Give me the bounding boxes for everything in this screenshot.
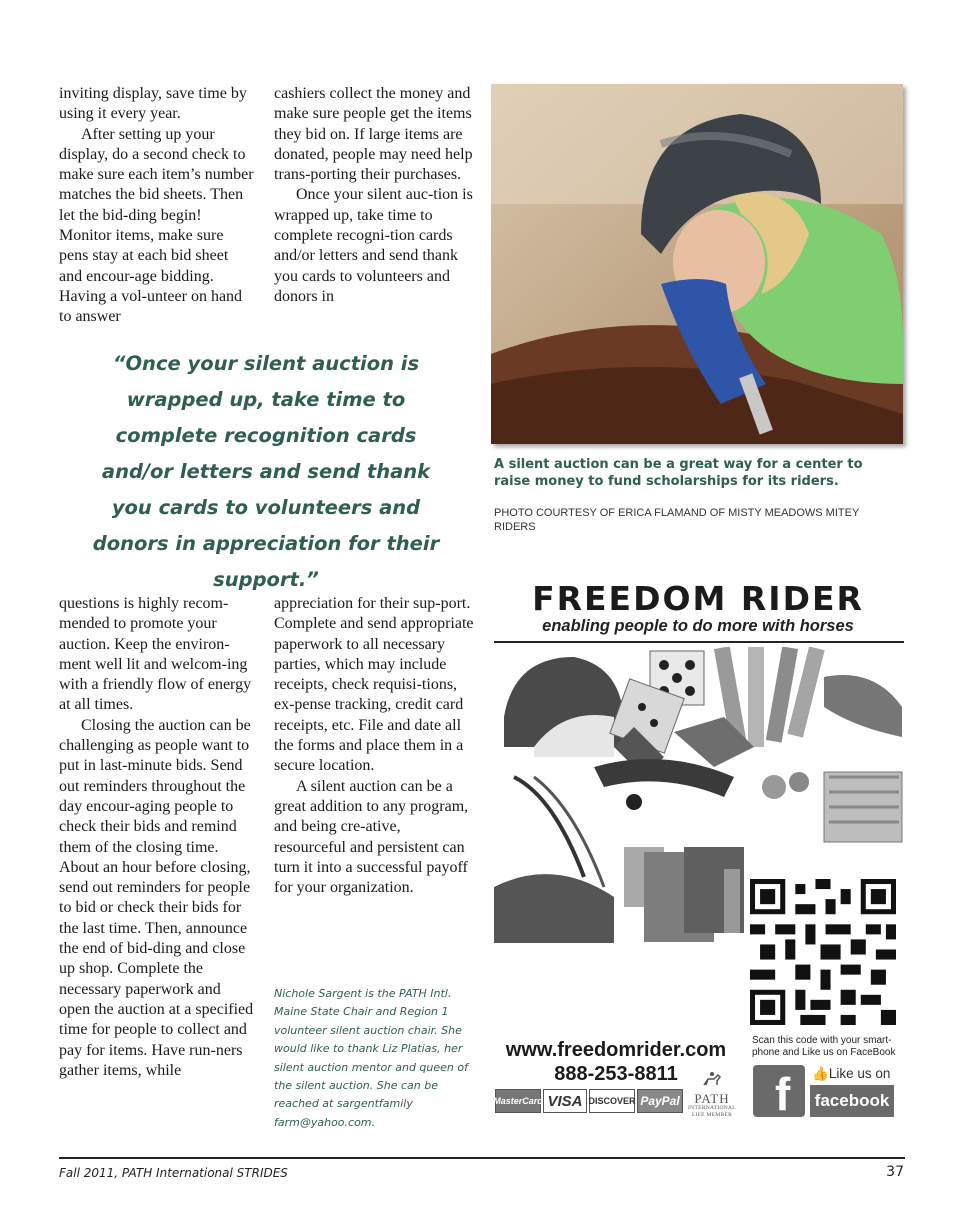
author-bio: Nichole Sargent is the PATH Intl. Maine State Chair and Region 1 volunteer silent auction chair. She would like to thank Liz Platias, her silent auction mentor and queen of the silent auction. She can be reached at sargentfamily farm@yahoo.com. (274, 987, 468, 1129)
paypal-logo: PayPal (637, 1089, 683, 1113)
page-number: 37 (886, 1164, 904, 1180)
path-life-member-logo (688, 1071, 736, 1119)
visa-logo: VISA (543, 1089, 587, 1113)
article-photo (491, 84, 903, 444)
article-column-2-top (274, 84, 474, 307)
paragraph: appreciation for their sup-port. Complete and send appropriate paperwork to all necessary parties, which may include receipts, check requisi-tions, ex-pense tracking, credit card receipts, etc. File and date all the forms and place them in a secure location. (274, 595, 474, 775)
photo-caption: A silent auction can be a great way for a center to raise money to fund scholarships for its riders. (494, 457, 863, 489)
paragraph: A silent auction can be a great addition to any program, and being cre-ative, resourceful and persistent can turn it into a successful payoff for your organization. (274, 777, 469, 897)
footer-publication: Fall 2011, PATH International STRIDES (59, 1166, 288, 1180)
discover-logo: DISCOVER (589, 1089, 635, 1113)
girl-on-horse-image (491, 84, 903, 444)
footer-divider (59, 1157, 905, 1159)
path-logo-subtitle: INTERNATIONAL LIFE MEMBER (688, 1105, 736, 1118)
like-us-label[interactable]: 👍Like us on (812, 1066, 891, 1081)
qr-instructions: Scan this code with your smart-phone and Like us on FaceBook (752, 1035, 896, 1058)
ad-divider (494, 641, 904, 643)
paragraph: cashiers collect the money and make sure people get the items they bid on. If large items are donated, people may need help trans-porting their purchases. (274, 85, 473, 184)
qr-code-image (750, 879, 896, 1025)
horse-rider-icon (702, 1071, 722, 1087)
article-column-1-bottom (59, 594, 255, 1081)
pull-quote: “Once your silent auction is wrapped up, take time to complete recognition cards and/or letters and send thank you cards to volunteers and donors in appreciation for their support.” (92, 352, 440, 591)
path-logo-name: PATH (694, 1091, 730, 1106)
paragraph: questions is highly recom-mended to promote your auction. Keep the environ-ment well lit and welcom-ing with a friendly flow of energy at all times. (59, 595, 252, 714)
facebook-icon[interactable]: f (753, 1065, 805, 1117)
paragraph: Closing the auction can be challenging as people want to put in last-minute bids. Send out reminders throughout the day encour-aging people to check their bids and remind them of the closing time. About an hour before closing, send out reminders for people to bid or check their bids for the last time. Then, announce the end of bid-ding and close up shop. Complete the necessary paperwork and open the auction at a specified time for people to collect and pay for items. Have run-ners gather items, while (59, 716, 254, 1079)
ad-tagline: enabling people to do more with horses (542, 617, 854, 635)
paragraph: Once your silent auc-tion is wrapped up, take time to complete recogni-tion cards and/or letters and send thank you cards to volunteers and donors in (274, 186, 473, 305)
ad-phone-number: 888-253-8811 (554, 1063, 678, 1085)
photo-credit: PHOTO COURTESY OF ERICA FLAMAND OF MISTY MEADOWS MITEY RIDERS (494, 507, 860, 533)
article-column-1-top (59, 84, 255, 328)
paragraph: After setting up your display, do a second check to make sure each item’s number matches the bid sheets. Then let the bid-ding begin! Monitor items, make sure pens stay at each bid sheet and encour-age bidding. Having a vol-unteer on hand to answer (59, 125, 254, 326)
facebook-wordmark[interactable]: facebook (810, 1085, 894, 1117)
payment-logos (495, 1089, 683, 1113)
thumbs-up-icon: 👍 (812, 1066, 829, 1081)
ad-website-link[interactable]: www.freedomrider.com (505, 1039, 727, 1061)
ad-title: FREEDOM RIDER (532, 579, 864, 618)
article-column-2-bottom (274, 594, 474, 898)
paragraph: inviting display, save time by using it every year. (59, 85, 247, 123)
freedom-rider-ad (492, 577, 904, 1122)
mastercard-logo: MasterCard (495, 1089, 541, 1113)
